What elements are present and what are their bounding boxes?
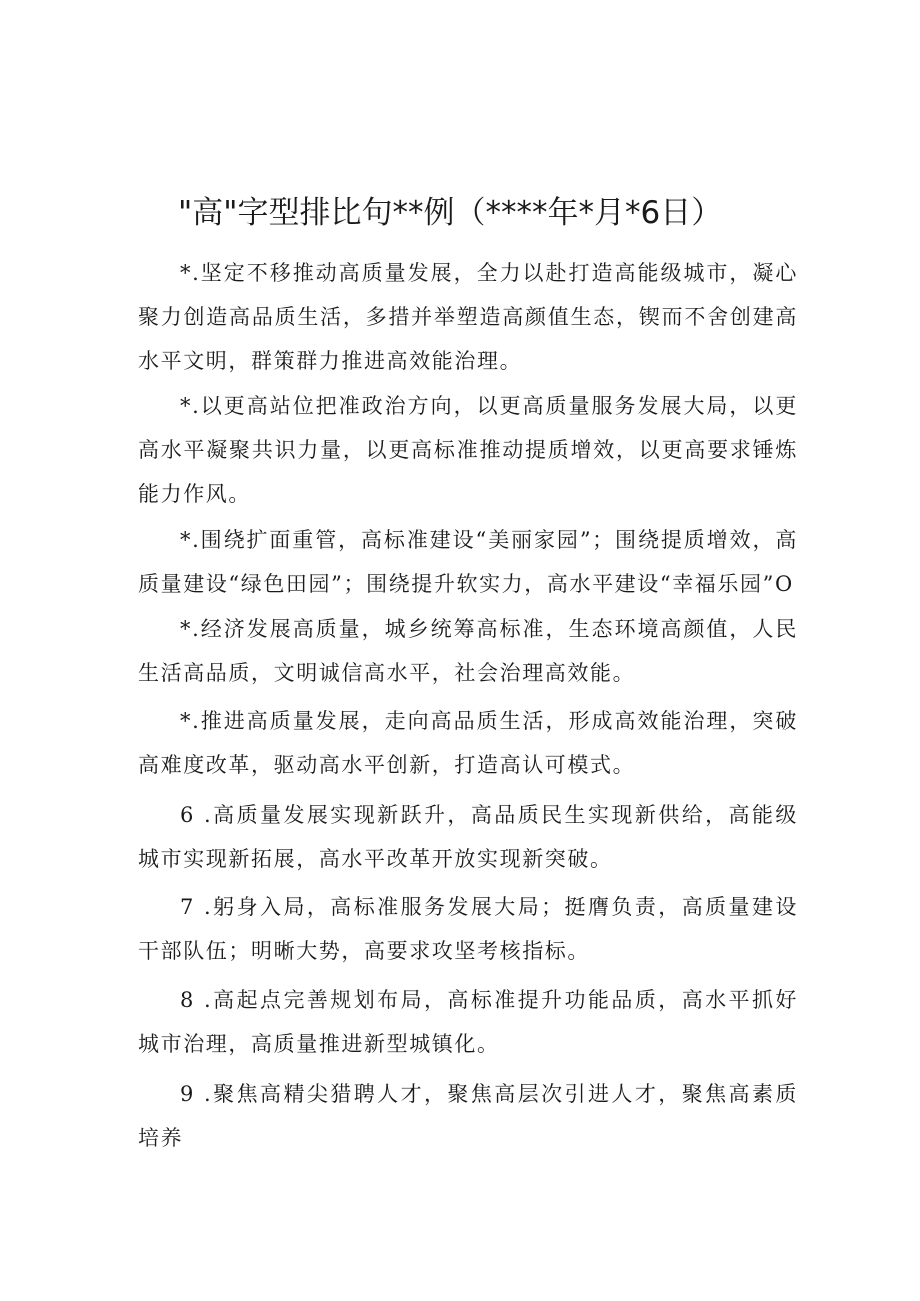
paragraph-9: 9 .聚焦高精尖猎聘人才，聚焦高层次引进人才，聚焦高素质培养 — [138, 1082, 798, 1150]
paragraph-3: *.围绕扩面重管，高标准建设“美丽家园”；围绕提质增效，高质量建设“绿色田园”；围绕提升软实力，高水平建设“幸福乐园”O — [138, 528, 798, 596]
paragraph-7: 7 .躬身入局，高标准服务发展大局；挺膺负责，高质量建设干部队伍；明晰大势，高要求攻坚考核指标。 — [138, 895, 798, 963]
paragraph-6: 6 .高质量发展实现新跃升，高品质民生实现新供给，高能级城市实现新拓展，高水平改革开放实现新突破。 — [138, 803, 798, 871]
paragraph-1: *.坚定不移推动高质量发展，全力以赴打造高能级城市，凝心聚力创造高品质生活，多措并举塑造高颜值生态，锲而不舍创建高水平文明，群策群力推进高效能治理。 — [138, 261, 798, 373]
document-title: "高"字型排比句**例（****年*月*6日） — [178, 195, 723, 231]
paragraph-8: 8 .高起点完善规划布局，高标准提升功能品质，高水平抓好城市治理，高质量推进新型城镇化。 — [138, 988, 798, 1056]
paragraph-4: *.经济发展高质量，城乡统筹高标准，生态环境高颜值，人民生活高品质，文明诚信高水平，社会治理高效能。 — [138, 617, 798, 685]
paragraph-2: *.以更高站位把准政治方向，以更高质量服务发展大局，以更高水平凝聚共识力量，以更高标准推动提质增效，以更高要求锤炼能力作风。 — [138, 394, 798, 506]
paragraph-5: *.推进高质量发展，走向高品质生活，形成高效能治理，突破高难度改革，驱动高水平创新，打造高认可模式。 — [138, 709, 798, 777]
